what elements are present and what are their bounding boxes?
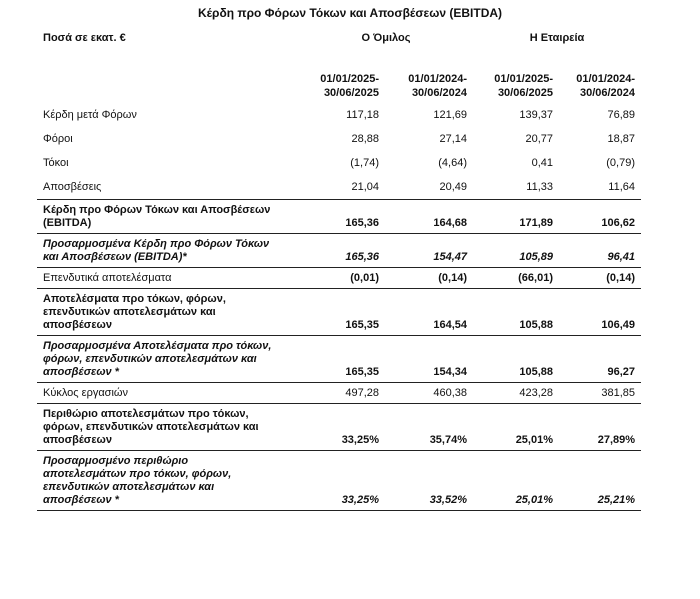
table-row: [37, 103, 641, 127]
cell-company-prior: (0,14): [559, 268, 641, 289]
row-label: Φόροι: [43, 133, 73, 145]
cell-group-prior: 33,52%: [385, 451, 473, 511]
cell-company-current: 105,88: [473, 336, 559, 383]
cell-company-current: 11,33: [526, 181, 553, 193]
cell-company-prior: 27,89%: [559, 404, 641, 451]
group-period-current: 01/01/2025- 30/06/2025: [320, 73, 379, 99]
row-label: Αποτελέσματα προ τόκων, φόρων, επενδυτικών αποτελεσμάτων και αποσβέσεων: [37, 289, 299, 336]
cell-group-prior: 164,54: [385, 289, 473, 336]
cell-group-prior: 121,69: [433, 109, 467, 121]
table-title: Κέρδη προ Φόρων Τόκων και Αποσβέσεων (EBITDA): [197, 6, 503, 20]
cell-group-prior: 154,47: [385, 234, 473, 268]
cell-company-prior: 18,87: [607, 133, 636, 145]
cell-group-prior: 154,34: [385, 336, 473, 383]
cell-company-current: 20,77: [525, 133, 553, 145]
row-label: Επενδυτικά αποτελέσματα: [37, 268, 299, 289]
row-label: Τόκοι: [43, 157, 69, 169]
table-row: [37, 127, 641, 151]
cell-company-prior: 11,64: [608, 181, 636, 193]
cell-group-current: (1,74): [350, 157, 379, 169]
cell-group-current: 165,35: [299, 336, 385, 383]
cell-company-current: (66,01): [473, 268, 559, 289]
table-row-ebit: [37, 289, 641, 336]
cell-group-current: 21,04: [351, 181, 379, 193]
table-row: [37, 175, 641, 200]
amounts-label: Ποσά σε εκατ. €: [43, 32, 126, 44]
company-label: Η Εταιρεία: [529, 32, 585, 44]
table-row-adjusted-ebitda: [37, 234, 641, 268]
header-row: [37, 30, 641, 56]
row-label: Περιθώριο αποτελεσμάτων προ τόκων, φόρων, επενδυτικών αποτελεσμάτων και αποσβέσεων: [37, 404, 299, 451]
cell-group-current: 117,18: [346, 109, 379, 121]
cell-group-current: 33,25%: [299, 404, 385, 451]
period-row: [37, 56, 641, 103]
cell-company-prior: 106,62: [559, 200, 641, 234]
cell-company-prior: 106,49: [559, 289, 641, 336]
group-period-prior: 01/01/2024- 30/06/2024: [408, 73, 467, 99]
row-label: Προσαρμοσμένα Αποτελέσματα προ τόκων, φόρων, επενδυτικών αποτελεσμάτων και αποσβέσεων *: [37, 336, 299, 383]
cell-group-current: 165,36: [299, 234, 385, 268]
cell-company-current: 105,89: [473, 234, 559, 268]
table-row-adjusted-margin: [37, 451, 641, 511]
company-period-prior: 01/01/2024- 30/06/2024: [576, 73, 636, 99]
table-row-investment-results: [37, 268, 641, 289]
row-label: Κέρδη μετά Φόρων: [43, 109, 137, 121]
group-label: Ο Όμιλος: [361, 32, 411, 44]
cell-group-prior: 27,14: [439, 133, 467, 145]
cell-company-current: 0,41: [531, 157, 553, 169]
cell-company-current: 25,01%: [473, 404, 559, 451]
row-label: Κέρδη προ Φόρων Τόκων και Αποσβέσεων (EBITDA): [37, 200, 299, 234]
company-period-current: 01/01/2025- 30/06/2025: [494, 73, 553, 99]
row-label: Κύκλος εργασιών: [37, 383, 299, 404]
cell-company-current: 171,89: [473, 200, 559, 234]
table-row-ebitda: [37, 200, 641, 234]
ebitda-table: [37, 30, 641, 511]
cell-group-current: 497,28: [299, 383, 385, 404]
cell-group-current: 33,25%: [299, 451, 385, 511]
cell-group-prior: (0,14): [385, 268, 473, 289]
cell-group-current: 165,35: [299, 289, 385, 336]
cell-group-prior: 35,74%: [385, 404, 473, 451]
cell-company-current: 139,37: [519, 109, 553, 121]
table-row-adjusted-ebit: [37, 336, 641, 383]
cell-group-prior: 20,49: [439, 181, 467, 193]
table-row-turnover: [37, 383, 641, 404]
cell-group-prior: 164,68: [385, 200, 473, 234]
cell-company-current: 105,88: [473, 289, 559, 336]
cell-company-prior: 25,21%: [559, 451, 641, 511]
cell-group-prior: 460,38: [385, 383, 473, 404]
cell-company-prior: 76,89: [607, 109, 636, 121]
row-label: Αποσβέσεις: [43, 181, 102, 193]
row-label: Προσαρμοσμένα Κέρδη προ Φόρων Τόκων και Αποσβέσεων (EBITDA)*: [37, 234, 299, 268]
table-row-margin: [37, 404, 641, 451]
cell-group-current: 28,88: [351, 133, 379, 145]
cell-company-prior: 96,27: [559, 336, 641, 383]
cell-company-prior: (0,79): [606, 157, 636, 169]
cell-group-current: 165,36: [299, 200, 385, 234]
row-label: Προσαρμοσμένο περιθώριο αποτελεσμάτων προ τόκων, φόρων, επενδυτικών αποτελεσμάτων και αποσβέσεων *: [37, 451, 299, 511]
cell-group-prior: (4,64): [438, 157, 467, 169]
cell-group-current: (0,01): [299, 268, 385, 289]
cell-company-prior: 96,41: [559, 234, 641, 268]
cell-company-prior: 381,85: [559, 383, 641, 404]
cell-company-current: 25,01%: [473, 451, 559, 511]
table-row: [37, 151, 641, 175]
cell-company-current: 423,28: [473, 383, 559, 404]
